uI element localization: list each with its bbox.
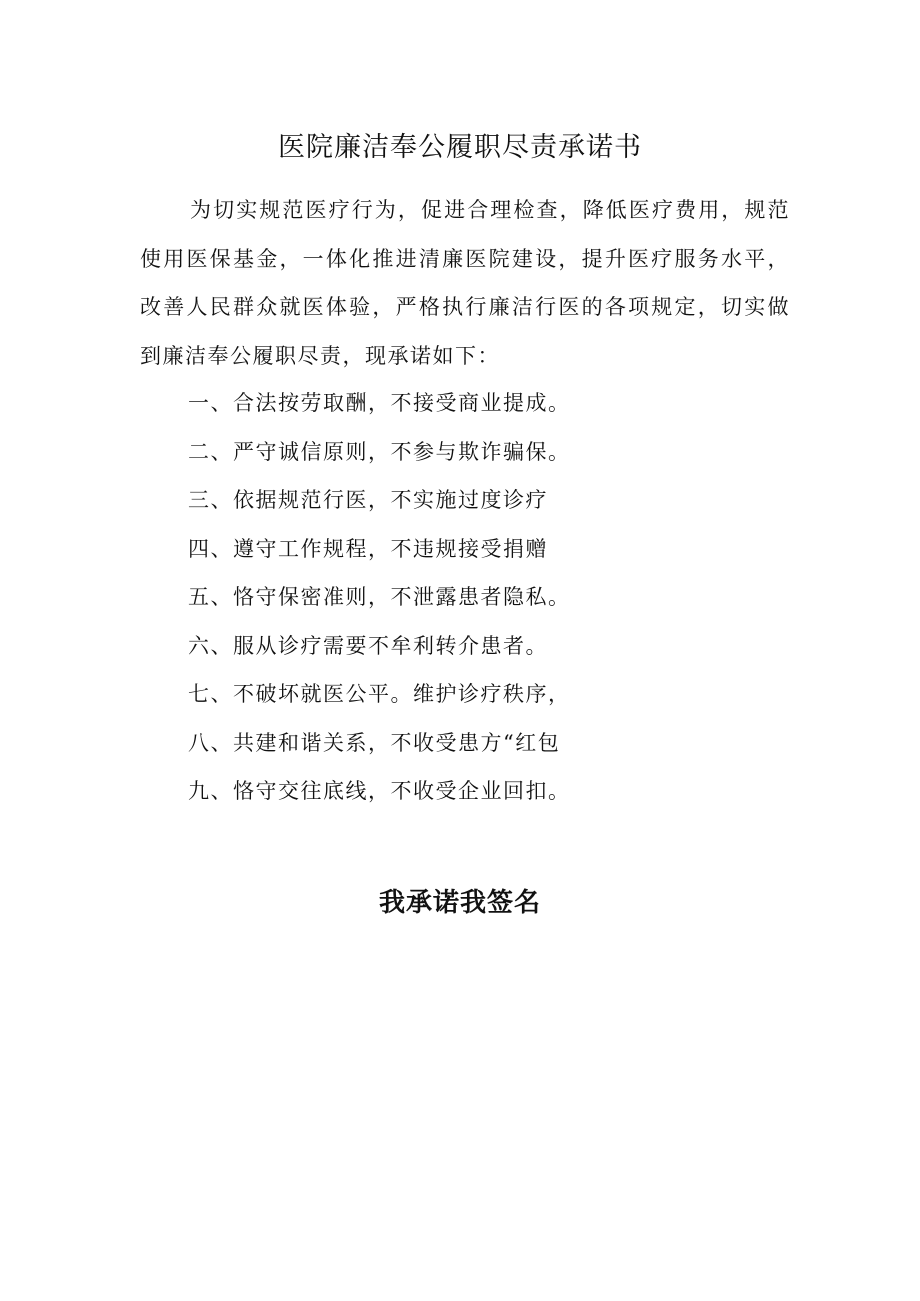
pledge-item-4: 四、遵守工作规程，不违规接受捐赠: [188, 536, 548, 561]
pledge-item-7: 七、不破坏就医公平。维护诊疗秩序，: [188, 682, 571, 706]
pledge-item-3: 三、依据规范行医，不实施过度诊疗: [188, 488, 548, 512]
pledge-item-8: 八、共建和谐关系，不收受患方“红包: [188, 730, 561, 755]
document-title: 医院廉洁奉公履职尽责承诺书: [278, 132, 642, 163]
pledge-item-5: 五、恪守保密准则，不泄露患者隐私。: [188, 585, 571, 609]
pledge-list: [188, 379, 571, 816]
pledge-item-2: 二、严守诚信原则，不参与欺诈骗保。: [188, 439, 571, 464]
intro-paragraph: 为切实规范医疗行为，促进合理检查，降低医疗费用，规范使用医保基金，一体化推进清廉医院建设，提升医疗服务水平，改善人民群众就医体验，严格执行廉洁行医的各项规定，切实做到廉洁奉公履职尽责，现承诺如下：: [140, 198, 790, 368]
signature-heading: 我承诺我签名: [378, 888, 541, 918]
pledge-item-9: 九、恪守交往底线，不收受企业回扣。: [188, 779, 571, 803]
pledge-item-6: 六、服从诊疗需要不牟利转介患者。: [188, 633, 548, 658]
pledge-item-1: 一、合法按劳取酬，不接受商业提成。: [188, 391, 571, 415]
